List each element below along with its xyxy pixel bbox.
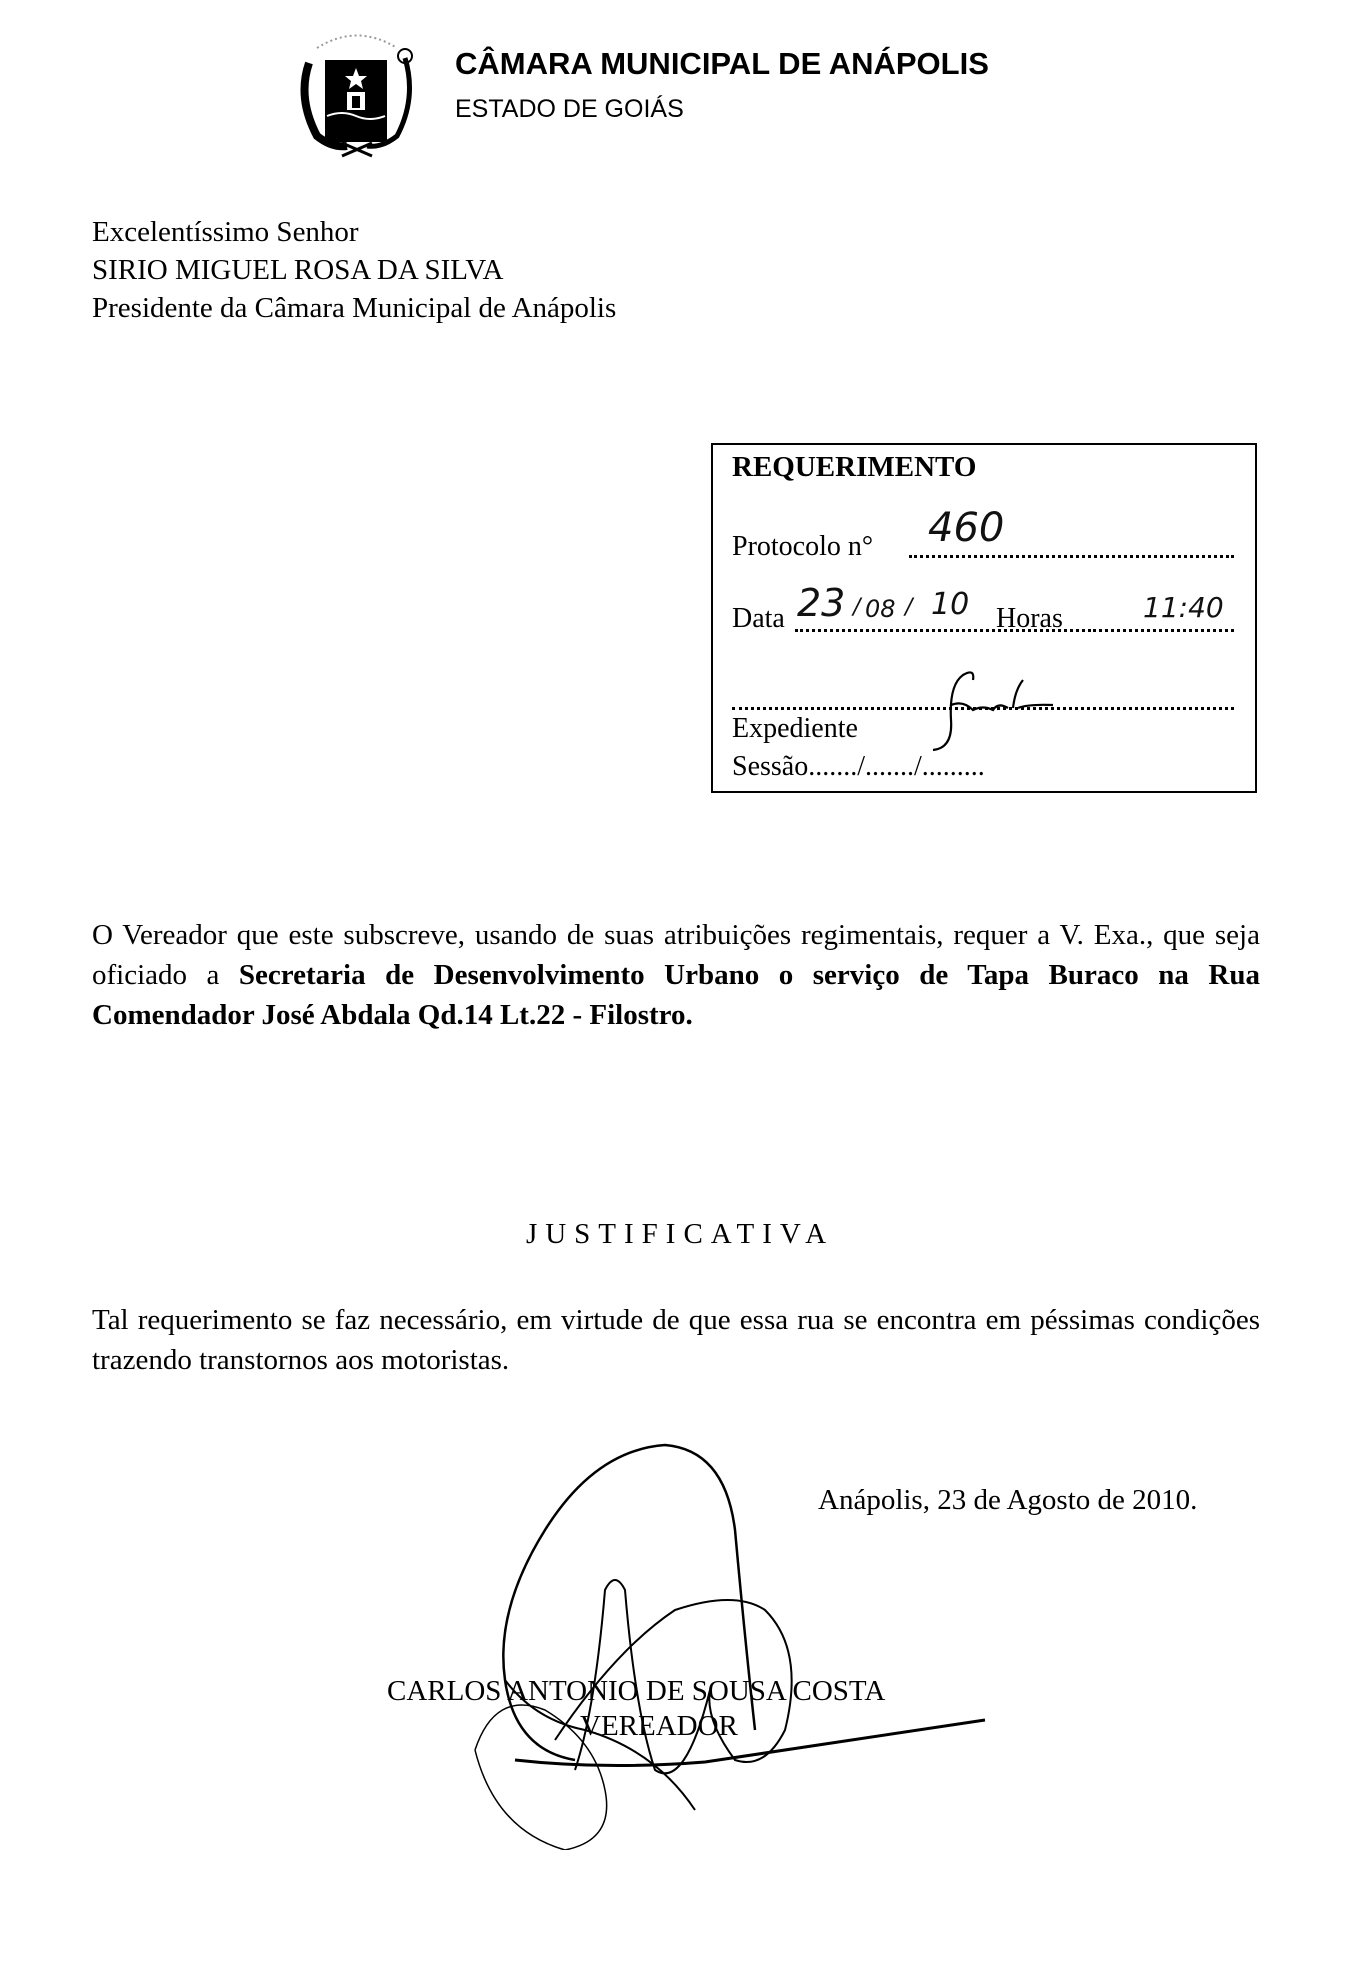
signer-role: VEREADOR [580,1710,738,1742]
protocol-dotted-line [909,555,1234,558]
hours-label: Horas [996,603,1063,634]
institution-name: CÂMARA MUNICIPAL DE ANÁPOLIS [455,46,989,81]
sessao-blank: ......./......./......... [808,751,985,782]
request-intro: O Vereador que este subscreve, usando de suas atribuições regimentais, requer a V. Exa., que seja oficiado a [92,919,1260,991]
coat-of-arms-icon [287,18,427,158]
justification-heading: JUSTIFICATIVA [525,1218,835,1250]
date-day: 23 [797,581,846,625]
salutation: Excelentíssimo Senhor [92,216,359,248]
councilor-signature [455,1410,1015,1850]
protocol-stamp: REQUERIMENTO Protocolo n° 460 Data 23 / 08 / 10 Horas 11:40 Expediente Sessão......./......./......... [711,443,1257,793]
addressee-title: Presidente da Câmara Municipal de Anápolis [92,292,617,324]
expediente-label: Expediente [732,713,858,744]
clerk-initials-signature [903,660,1103,760]
state-name: ESTADO DE GOIÁS [455,95,684,123]
request-subject: Secretaria de Desenvolvimento Urbano o serviço de Tapa Buraco na Rua Comendador José Abdala Qd.14 Lt.22 - Filostro. [92,959,1260,1031]
date-month: 08 [865,595,896,623]
protocol-label: Protocolo n° [732,531,874,562]
place-and-date: Anápolis, 23 de Agosto de 2010. [818,1484,1198,1516]
hours-dotted-line [1093,629,1234,632]
date-label: Data [732,603,785,634]
sessao-label: Sessão......./......./......... [732,751,985,782]
addressee-name: SIRIO MIGUEL ROSA DA SILVA [92,254,504,286]
justification-text: Tal requerimento se faz necessário, em virtude de que essa rua se encontra em péssimas condições trazendo transtornos aos motoristas. [92,1304,1260,1376]
stamp-heading: REQUERIMENTO [732,451,977,483]
hours-value: 11:40 [1143,591,1224,624]
request-paragraph [92,915,1260,1035]
protocol-number: 460 [928,505,1005,551]
date-year: 10 [931,587,970,622]
signer-name: CARLOS ANTONIO DE SOUSA COSTA [387,1675,886,1707]
